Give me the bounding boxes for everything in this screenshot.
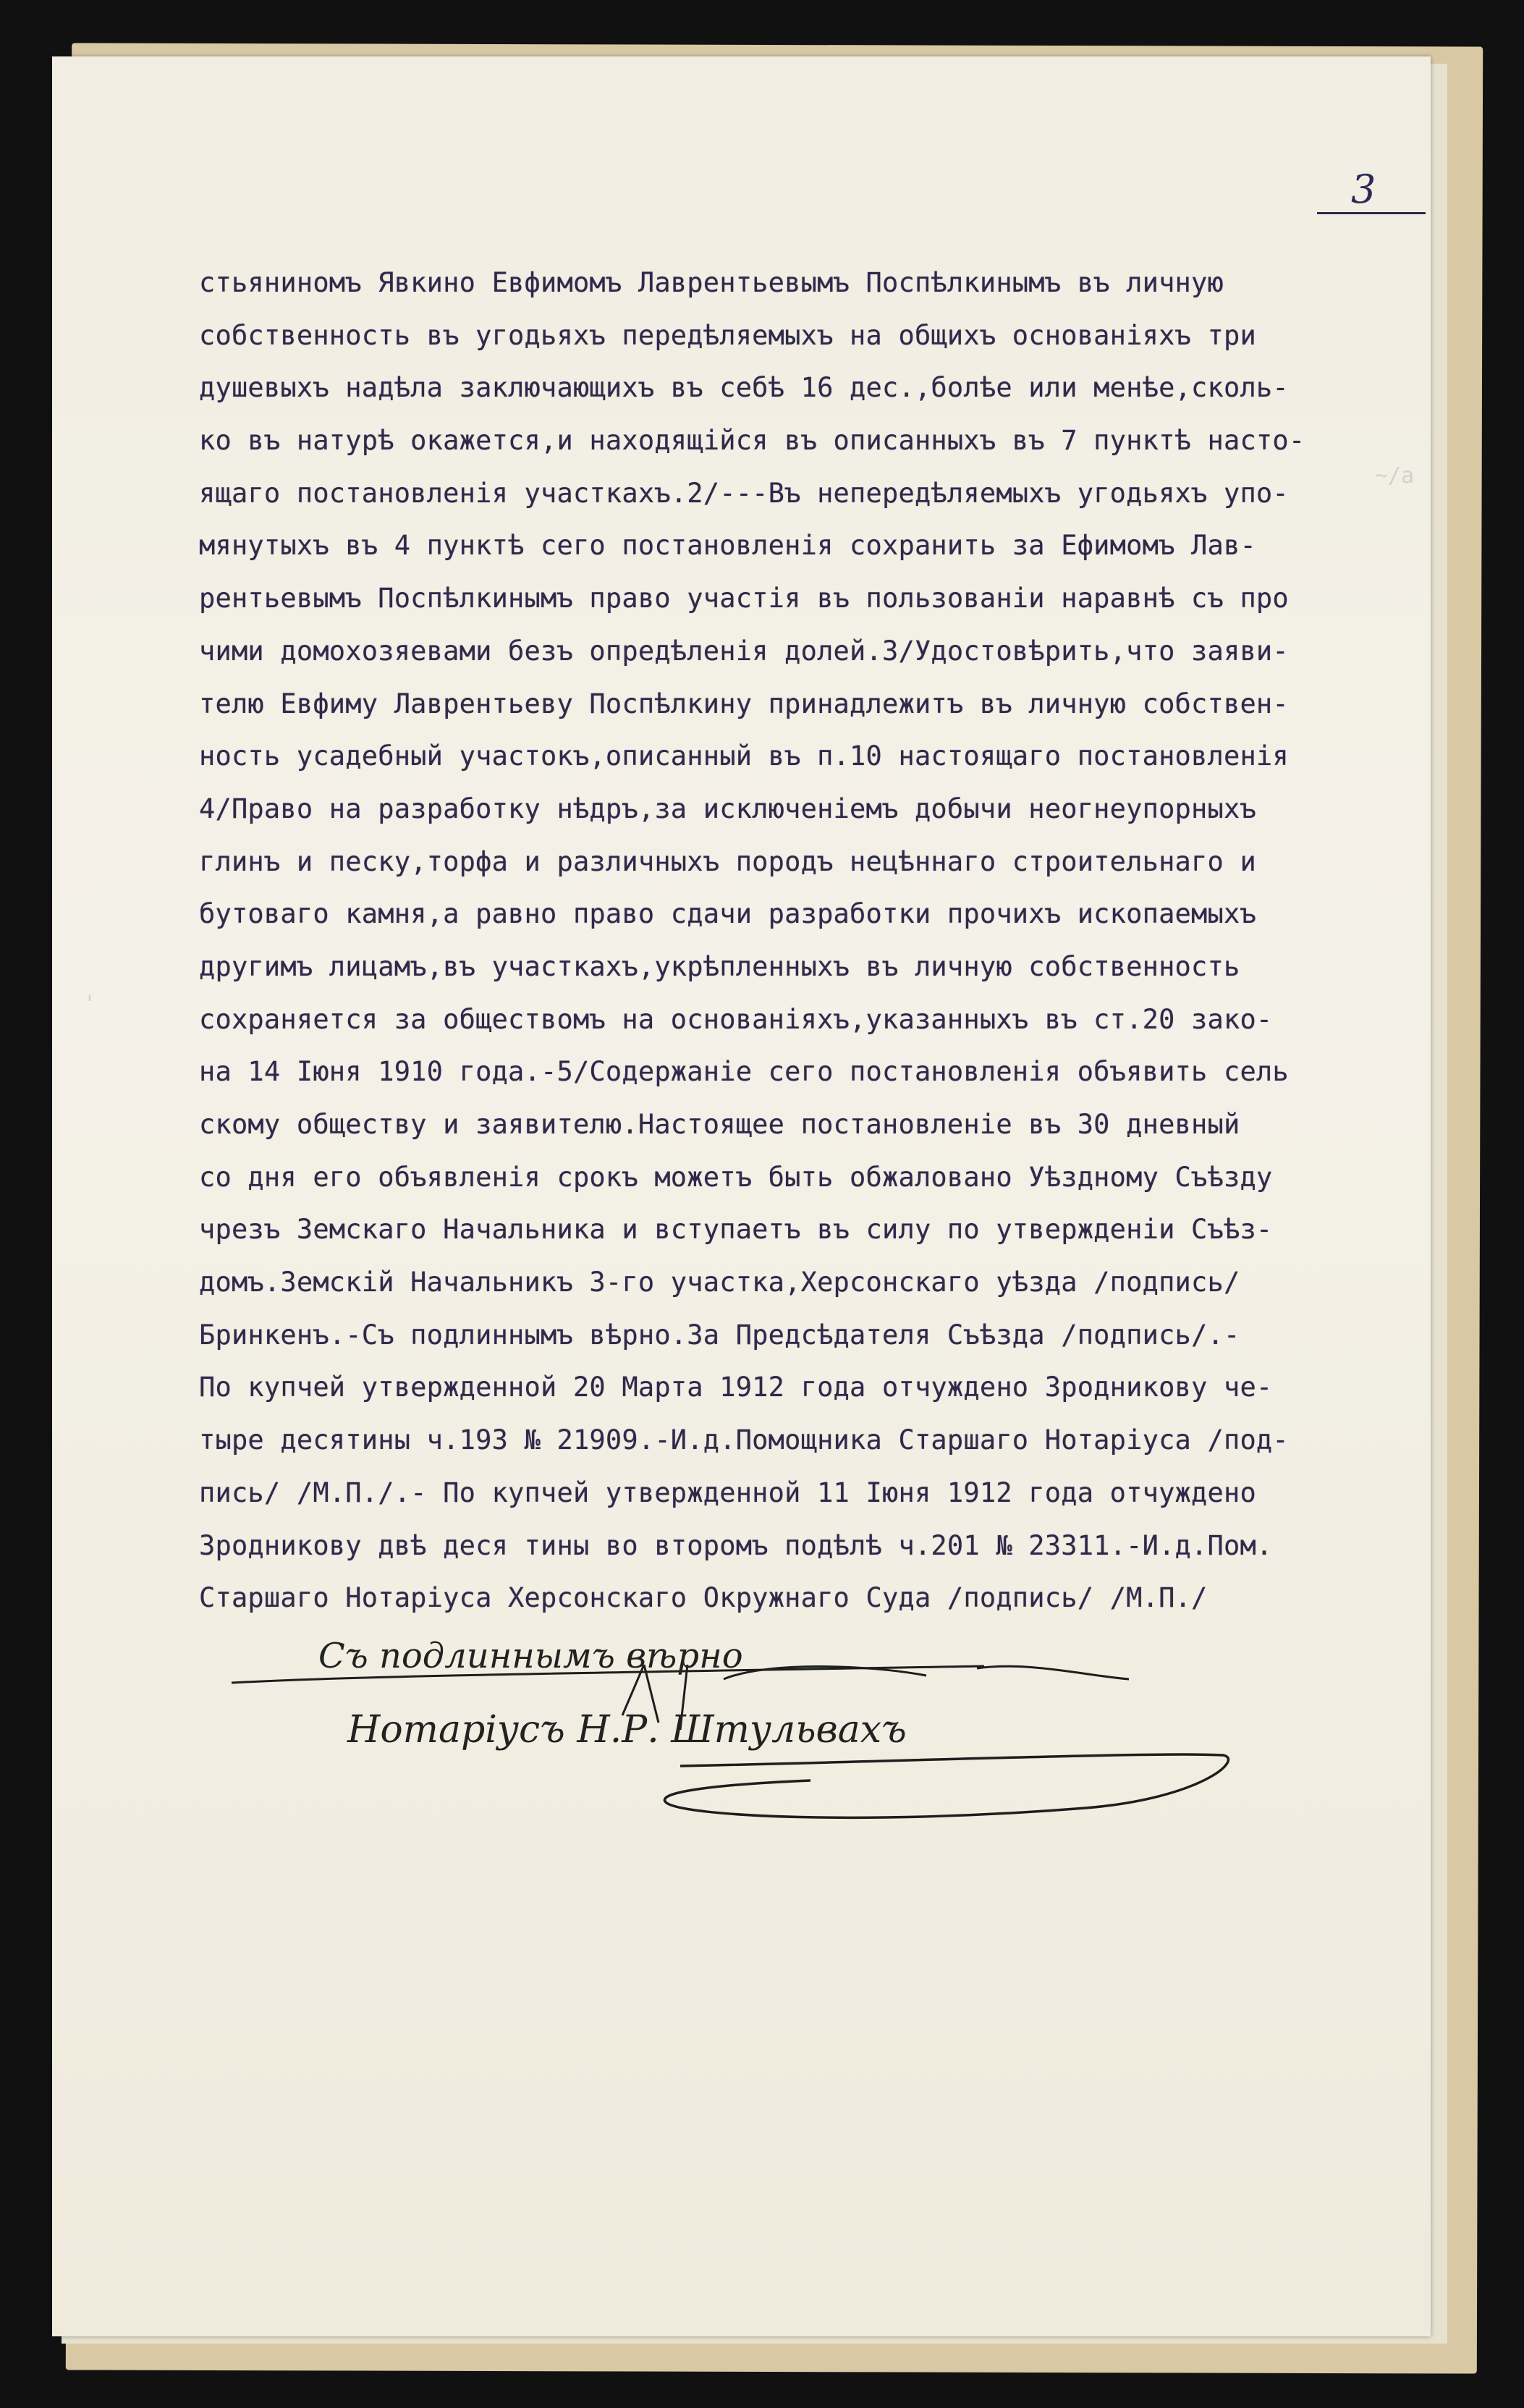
text-line: пись/ /М.П./.- По купчей утвержденной 11 Іюня 1912 года отчуждено — [199, 1477, 1256, 1508]
text-line: собственность въ угодьяхъ передѣляемыхъ на общихъ основаніяхъ три — [199, 319, 1256, 351]
text-line: сохраняется за обществомъ на основаніяхъ,указанныхъ въ ст.20 зако- — [199, 1003, 1273, 1035]
certification-handwriting: Съ подлиннымъ вѣрно — [318, 1636, 743, 1676]
text-line: глинъ и песку,торфа и различныхъ породъ нецѣннаго строительнаго и — [199, 845, 1256, 877]
text-line: рентьевымъ Поспѣлкинымъ право участія въ пользованіи наравнѣ съ про — [199, 583, 1289, 614]
text-line: мянутыхъ въ 4 пунктѣ сего постановленія сохранить за Ефимомъ Лав- — [199, 530, 1256, 562]
text-line: Старшаго Нотаріуса Херсонскаго Окружнаго Суда /подпись/ /М.П./ — [199, 1582, 1208, 1614]
text-line: тыре десятины ч.193 № 21909.-И.д.Помощника Старшаго Нотаріуса /под- — [199, 1424, 1289, 1456]
text-line: на 14 Іюня 1910 года.-5/Содержаніе сего постановленія объявить сель — [199, 1056, 1289, 1088]
text-line: Бринкенъ.-Съ подлиннымъ вѣрно.За Предсѣдателя Съѣзда /подпись/.- — [199, 1319, 1240, 1351]
text-line: ко въ натурѣ окажется,и находящійся въ описанныхъ въ 7 пунктѣ насто- — [199, 425, 1305, 457]
text-line: чрезъ Земскаго Начальника и вступаетъ въ силу по утвержденіи Съѣз- — [199, 1214, 1273, 1246]
text-line: 4/Право на разработку нѣдръ,за исключеніемъ добычи неогнеупорныхъ — [199, 793, 1256, 824]
text-line: чими домохозяевами безъ опредѣленія долей.3/Удостовѣрить,что заяви- — [199, 635, 1289, 667]
text-line: Зродникову двѣ деся тины во второмъ подѣлѣ ч.201 № 23311.-И.д.Пом. — [199, 1529, 1273, 1561]
bleed-through-mark: ' — [83, 992, 97, 1017]
text-line: ящаго постановленія участкахъ.2/---Въ непередѣляемыхъ угодьяхъ упо- — [199, 477, 1289, 509]
text-line: стьяниномъ Явкино Евфимомъ Лаврентьевымъ Поспѣлкинымъ въ личную — [199, 267, 1224, 298]
text-line: ность усадебный участокъ,описанный въ п.10 настоящаго постановленія — [199, 740, 1289, 772]
text-line: домъ.Земскій Начальникъ 3-го участка,Херсонскаго уѣзда /подпись/ — [199, 1267, 1240, 1298]
notary-handwritten-signature: Нотаріусъ Н.Р. Штульвахъ — [347, 1708, 907, 1752]
page-number: 3 — [1351, 166, 1376, 212]
text-line: другимъ лицамъ,въ участкахъ,укрѣпленныхъ въ личную собственность — [199, 950, 1240, 982]
text-line: По купчей утвержденной 20 Марта 1912 года отчуждено Зродникову че- — [199, 1372, 1273, 1403]
text-line: бутоваго камня,а равно право сдачи разработки прочихъ ископаемыхъ — [199, 898, 1256, 930]
text-line: душевыхъ надѣла заключающихъ въ себѣ 16 дес.,болѣе или менѣе,сколь- — [199, 372, 1289, 404]
text-line: скому обществу и заявителю.Настоящее постановленіе въ 30 дневный — [199, 1109, 1240, 1140]
bleed-through-mark: ~/a — [1375, 463, 1415, 489]
typewritten-body — [199, 257, 1375, 1625]
text-line: телю Евфиму Лаврентьеву Поспѣлкину принадлежитъ въ личную собствен- — [199, 688, 1289, 719]
text-line: со дня его объявленія срокъ можетъ быть обжаловано Уѣздному Съѣзду — [199, 1161, 1273, 1193]
page-number-underline — [1317, 212, 1426, 214]
notary-signature-block — [217, 1636, 1266, 1853]
